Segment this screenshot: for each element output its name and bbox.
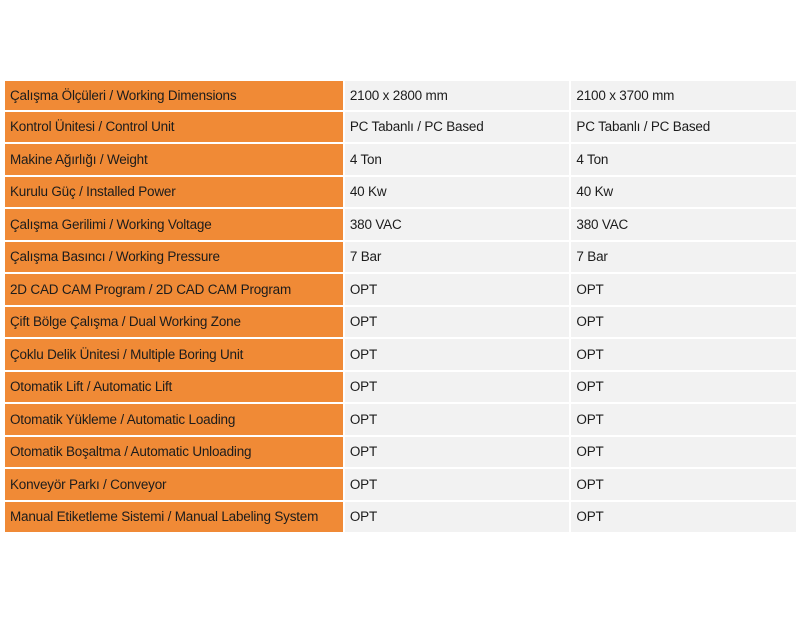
spec-value-model-b: OPT (571, 437, 796, 470)
table-row (5, 307, 796, 340)
spec-value-model-a: OPT (345, 274, 570, 307)
table-row (5, 112, 796, 145)
spec-value-model-a: 380 VAC (345, 209, 570, 242)
table-row (5, 144, 796, 177)
spec-value-model-b: 380 VAC (571, 209, 796, 242)
table-row (5, 339, 796, 372)
spec-value-model-b: OPT (571, 339, 796, 372)
spec-label: Çalışma Ölçüleri / Working Dimensions (5, 79, 343, 112)
table-row (5, 372, 796, 405)
spec-label: Çift Bölge Çalışma / Dual Working Zone (5, 307, 343, 340)
table-row (5, 502, 796, 535)
spec-value-model-a: OPT (345, 437, 570, 470)
spec-value-model-b: PC Tabanlı / PC Based (571, 112, 796, 145)
spec-value-model-b: OPT (571, 404, 796, 437)
spec-value-model-a: OPT (345, 502, 570, 535)
spec-value-model-a: OPT (345, 339, 570, 372)
spec-value-model-b: OPT (571, 469, 796, 502)
spec-label: Otomatik Lift / Automatic Lift (5, 372, 343, 405)
spec-label: Manual Etiketleme Sistemi / Manual Labeling System (5, 502, 343, 535)
spec-value-model-a: PC Tabanlı / PC Based (345, 112, 570, 145)
table-row (5, 177, 796, 210)
specification-table (3, 79, 798, 534)
spec-label: Otomatik Boşaltma / Automatic Unloading (5, 437, 343, 470)
spec-label: 2D CAD CAM Program / 2D CAD CAM Program (5, 274, 343, 307)
spec-value-model-a: OPT (345, 372, 570, 405)
spec-value-model-a: OPT (345, 307, 570, 340)
spec-value-model-b: 2100 x 3700 mm (571, 79, 796, 112)
spec-label: Kurulu Güç / Installed Power (5, 177, 343, 210)
spec-value-model-b: OPT (571, 502, 796, 535)
spec-value-model-a: OPT (345, 404, 570, 437)
spec-label: Konveyör Parkı / Conveyor (5, 469, 343, 502)
spec-label: Otomatik Yükleme / Automatic Loading (5, 404, 343, 437)
spec-value-model-a: 4 Ton (345, 144, 570, 177)
spec-value-model-a: 7 Bar (345, 242, 570, 275)
spec-value-model-b: 4 Ton (571, 144, 796, 177)
spec-value-model-b: 7 Bar (571, 242, 796, 275)
spec-label: Çalışma Gerilimi / Working Voltage (5, 209, 343, 242)
table-row (5, 242, 796, 275)
table-row (5, 404, 796, 437)
table-row (5, 209, 796, 242)
table-row (5, 469, 796, 502)
table-row (5, 79, 796, 112)
spec-label: Makine Ağırlığı / Weight (5, 144, 343, 177)
spec-value-model-b: OPT (571, 274, 796, 307)
spec-value-model-b: OPT (571, 307, 796, 340)
spec-value-model-a: 2100 x 2800 mm (345, 79, 570, 112)
spec-value-model-b: OPT (571, 372, 796, 405)
table-row (5, 274, 796, 307)
spec-label: Çoklu Delik Ünitesi / Multiple Boring Unit (5, 339, 343, 372)
spec-value-model-b: 40 Kw (571, 177, 796, 210)
table-row (5, 437, 796, 470)
spec-value-model-a: 40 Kw (345, 177, 570, 210)
spec-value-model-a: OPT (345, 469, 570, 502)
spec-label: Çalışma Basıncı / Working Pressure (5, 242, 343, 275)
spec-label: Kontrol Ünitesi / Control Unit (5, 112, 343, 145)
